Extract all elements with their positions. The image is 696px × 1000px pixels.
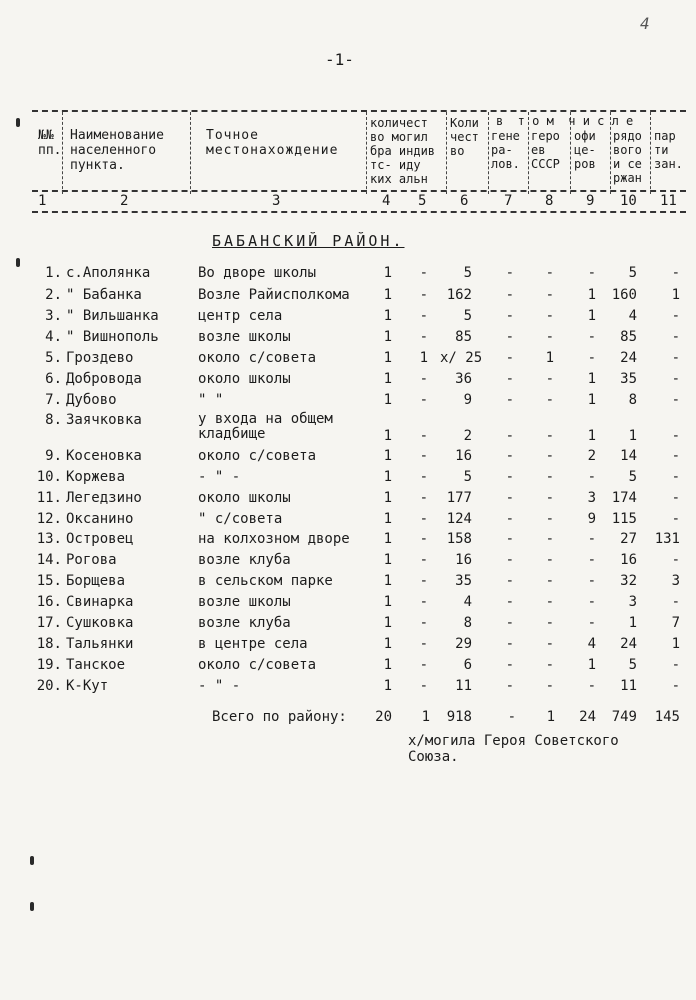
cell-c5: - (419, 511, 428, 527)
cell-place: в сельском парке (198, 573, 333, 589)
cell-c8: - (545, 490, 554, 506)
cell-c10: 11 (620, 678, 637, 694)
cell-place: - " - (198, 469, 241, 485)
cell-c9: 9 (587, 511, 596, 527)
cell-c5: - (419, 329, 428, 345)
cell-name: Рогова (66, 552, 117, 568)
cell-c11: - (671, 511, 680, 527)
cell-name: Танское (66, 657, 126, 673)
cell-place: около с/совета (198, 657, 317, 673)
cell-c7: - (505, 329, 514, 345)
cell-c6: 16 (455, 552, 472, 568)
cell-c6: 5 (463, 265, 472, 281)
cell-c8: - (545, 594, 554, 610)
cell-c6: 29 (455, 636, 472, 652)
table-row (0, 329, 696, 349)
table-row (0, 615, 696, 635)
cell-c8: - (545, 573, 554, 589)
table-row (0, 678, 696, 698)
cell-c7: - (505, 469, 514, 485)
cell-c6: 85 (455, 329, 472, 345)
table-row (0, 490, 696, 510)
cell-place: на колхозном дворе (198, 531, 350, 547)
cell-no: 20. (36, 678, 62, 694)
cell-no: 1. (45, 265, 62, 281)
cell-place: у входа на общем кладбище (198, 411, 333, 442)
header-settlement: Наименование населенного пункта. (70, 128, 164, 173)
column-number: 4 (382, 193, 391, 209)
cell-c5: - (419, 678, 428, 694)
cell-c10: 32 (620, 573, 637, 589)
column-number: 9 (586, 193, 595, 209)
table-row (0, 448, 696, 468)
cell-c6: 4 (463, 594, 472, 610)
cell-c11: 1 (671, 636, 680, 652)
cell-no: 4. (45, 329, 62, 345)
cell-place: возле школы (198, 594, 291, 610)
cell-no: 17. (36, 615, 62, 631)
cell-name: Легедзино (66, 490, 142, 506)
cell-c10: 5 (628, 469, 637, 485)
cell-c4: 1 (383, 392, 392, 408)
cell-c8: - (545, 615, 554, 631)
cell-name: " Вишнополь (66, 329, 159, 345)
cell-c9: 2 (587, 448, 596, 464)
cell-place: Во дворе школы (198, 265, 317, 281)
cell-c7: - (505, 636, 514, 652)
cell-c10: 8 (628, 392, 637, 408)
cell-c9: - (587, 573, 596, 589)
cell-place: " с/совета (198, 511, 283, 527)
cell-c4: 1 (383, 615, 392, 631)
cell-c6: 158 (446, 531, 472, 547)
cell-name: Заячковка (66, 412, 142, 428)
cell-c8: - (545, 265, 554, 281)
cell-c10: 3 (628, 594, 637, 610)
cell-c11: 3 (671, 573, 680, 589)
header-count: Коли чест во (450, 116, 479, 158)
cell-c6: 162 (446, 287, 472, 303)
cell-c10: 16 (620, 552, 637, 568)
cell-name: Сушковка (66, 615, 134, 631)
cell-c8: - (545, 531, 554, 547)
cell-c7: - (505, 308, 514, 324)
cell-name: с.Аполянка (66, 265, 151, 281)
table-row (0, 657, 696, 677)
corner-page-number: 4 (640, 14, 650, 33)
header-officers: офи це- ров (574, 129, 596, 171)
cell-c10: 85 (620, 329, 637, 345)
cell-c11: - (671, 490, 680, 506)
cell-c9: 3 (587, 490, 596, 506)
cell-place: около с/совета (198, 350, 317, 366)
cell-c9: 1 (587, 371, 596, 387)
table-row (0, 392, 696, 412)
cell-c7: - (505, 678, 514, 694)
cell-c9: - (587, 469, 596, 485)
cell-c9: 1 (587, 392, 596, 408)
cell-c9: 4 (587, 636, 596, 652)
total-c10: 749 (611, 709, 637, 725)
total-c6: 918 (446, 709, 472, 725)
cell-c10: 4 (628, 308, 637, 324)
column-number: 7 (504, 193, 513, 209)
column-number: 5 (418, 193, 427, 209)
table-top-rule (32, 110, 686, 112)
cell-c5: - (419, 469, 428, 485)
cell-c8: - (545, 469, 554, 485)
cell-name: К-Кут (66, 678, 109, 694)
header-location: Точное местонахождение (206, 128, 339, 158)
cell-c4: 1 (383, 531, 392, 547)
cell-no: 15. (36, 573, 62, 589)
punch-hole (30, 856, 34, 865)
cell-c5: 1 (419, 350, 428, 366)
cell-c10: 1 (628, 615, 637, 631)
column-separator (366, 112, 367, 194)
cell-c5: - (419, 531, 428, 547)
cell-c7: - (505, 511, 514, 527)
cell-c8: 1 (545, 350, 554, 366)
cell-c5: - (419, 636, 428, 652)
cell-c7: - (505, 615, 514, 631)
cell-no: 18. (36, 636, 62, 652)
table-row (0, 265, 696, 285)
cell-c11: - (671, 392, 680, 408)
cell-c4: 1 (383, 657, 392, 673)
total-c7: - (507, 709, 516, 725)
cell-name: " Бабанка (66, 287, 142, 303)
cell-c6: x/ 25 (440, 350, 483, 366)
cell-c10: 24 (620, 636, 637, 652)
cell-c8: - (545, 552, 554, 568)
header-rule (32, 190, 686, 192)
cell-c4: 1 (383, 678, 392, 694)
cell-c6: 16 (455, 448, 472, 464)
page-number: -1- (325, 50, 354, 69)
punch-hole (16, 118, 20, 127)
column-number: 2 (120, 193, 129, 209)
cell-place: Возле Райисполкома (198, 287, 350, 303)
cell-name: Оксанино (66, 511, 134, 527)
total-c4: 20 (375, 709, 392, 725)
cell-c11: 7 (671, 615, 680, 631)
cell-c5: - (419, 594, 428, 610)
cell-c10: 160 (611, 287, 637, 303)
cell-c6: 6 (463, 657, 472, 673)
cell-c5: - (419, 615, 428, 631)
cell-c8: - (545, 657, 554, 673)
cell-c6: 2 (463, 428, 472, 444)
cell-name: Тальянки (66, 636, 134, 652)
cell-c8: - (545, 308, 554, 324)
cell-c4: 1 (383, 636, 392, 652)
table-row (0, 411, 696, 444)
cell-c10: 115 (611, 511, 637, 527)
cell-no: 12. (36, 511, 62, 527)
cell-place: - " - (198, 678, 241, 694)
cell-c6: 8 (463, 615, 472, 631)
header-graves: количест во могил бра индив тс- иду ких альн (370, 116, 436, 186)
cell-c4: 1 (383, 308, 392, 324)
cell-name: Свинарка (66, 594, 134, 610)
cell-c4: 1 (383, 265, 392, 281)
cell-place: около с/совета (198, 448, 317, 464)
cell-place: центр села (198, 308, 283, 324)
column-separator (488, 112, 489, 194)
column-separator (62, 112, 63, 194)
table-row (0, 308, 696, 328)
cell-c4: 1 (383, 428, 392, 444)
cell-c5: - (419, 308, 428, 324)
cell-c4: 1 (383, 511, 392, 527)
total-c11: 145 (654, 709, 680, 725)
cell-c11: - (671, 371, 680, 387)
cell-no: 19. (36, 657, 62, 673)
header-generals: гене ра- лов. (491, 129, 520, 171)
cell-c6: 35 (455, 573, 472, 589)
cell-name: Добровода (66, 371, 142, 387)
cell-c4: 1 (383, 371, 392, 387)
table-row (0, 287, 696, 307)
colnum-rule (32, 211, 686, 213)
cell-no: 11. (36, 490, 62, 506)
district-title: БАБАНСКИЙ РАЙОН. (212, 232, 405, 250)
cell-c9: 1 (587, 308, 596, 324)
cell-c10: 174 (611, 490, 637, 506)
cell-c6: 124 (446, 511, 472, 527)
cell-c9: - (587, 615, 596, 631)
header-soldiers: рядо вого и се ржан (613, 129, 642, 185)
cell-name: Косеновка (66, 448, 142, 464)
header-partisans: пар ти зан. (654, 129, 683, 171)
table-row (0, 594, 696, 614)
cell-c5: - (419, 552, 428, 568)
column-number: 3 (272, 193, 281, 209)
cell-c11: 131 (654, 531, 680, 547)
cell-c11: - (671, 657, 680, 673)
cell-c10: 24 (620, 350, 637, 366)
cell-c4: 1 (383, 490, 392, 506)
cell-c4: 1 (383, 329, 392, 345)
cell-no: 2. (45, 287, 62, 303)
cell-c7: - (505, 371, 514, 387)
cell-c4: 1 (383, 448, 392, 464)
column-separator (446, 112, 447, 194)
cell-c11: - (671, 265, 680, 281)
cell-c5: - (419, 265, 428, 281)
cell-place: возле школы (198, 329, 291, 345)
table-row (0, 350, 696, 370)
cell-name: Островец (66, 531, 134, 547)
cell-c5: - (419, 371, 428, 387)
column-number: 11 (660, 193, 677, 209)
cell-c6: 11 (455, 678, 472, 694)
column-number: 6 (460, 193, 469, 209)
header-number: №№ пп. (38, 128, 62, 158)
table-row (0, 371, 696, 391)
cell-no: 5. (45, 350, 62, 366)
cell-c11: - (671, 678, 680, 694)
cell-c4: 1 (383, 573, 392, 589)
cell-c10: 27 (620, 531, 637, 547)
cell-place: около школы (198, 490, 291, 506)
cell-c7: - (505, 552, 514, 568)
cell-c11: - (671, 448, 680, 464)
cell-c7: - (505, 531, 514, 547)
cell-c11: 1 (671, 287, 680, 303)
table-row (0, 552, 696, 572)
cell-c9: - (587, 329, 596, 345)
column-number: 8 (545, 193, 554, 209)
cell-c11: - (671, 469, 680, 485)
cell-c7: - (505, 573, 514, 589)
cell-c5: - (419, 448, 428, 464)
cell-no: 13. (36, 531, 62, 547)
cell-c5: - (419, 657, 428, 673)
cell-place: возле клуба (198, 552, 291, 568)
cell-c9: 1 (587, 428, 596, 444)
cell-c9: - (587, 552, 596, 568)
cell-c11: - (671, 329, 680, 345)
cell-c7: - (505, 594, 514, 610)
cell-c4: 1 (383, 350, 392, 366)
cell-place: " " (198, 392, 224, 408)
cell-no: 14. (36, 552, 62, 568)
cell-c11: - (671, 428, 680, 444)
cell-c9: - (587, 531, 596, 547)
punch-hole (30, 902, 34, 911)
cell-c4: 1 (383, 287, 392, 303)
cell-name: Гроздево (66, 350, 134, 366)
column-separator (650, 112, 651, 194)
cell-c8: - (545, 511, 554, 527)
cell-no: 3. (45, 308, 62, 324)
header-in-number: в т о м ч и с л е (496, 114, 634, 128)
cell-c4: 1 (383, 552, 392, 568)
cell-c6: 5 (463, 469, 472, 485)
cell-c8: - (545, 636, 554, 652)
cell-c8: - (545, 287, 554, 303)
cell-c10: 14 (620, 448, 637, 464)
cell-no: 9. (45, 448, 62, 464)
cell-c10: 5 (628, 657, 637, 673)
cell-c7: - (505, 287, 514, 303)
cell-name: " Вильшанка (66, 308, 159, 324)
cell-no: 8. (45, 412, 62, 428)
cell-c10: 5 (628, 265, 637, 281)
footnote: x/могила Героя Советского Союза. (408, 733, 619, 765)
cell-c9: 1 (587, 657, 596, 673)
cell-c5: - (419, 490, 428, 506)
cell-c10: 35 (620, 371, 637, 387)
cell-c4: 1 (383, 469, 392, 485)
cell-name: Коржева (66, 469, 126, 485)
column-separator (190, 112, 191, 194)
cell-no: 7. (45, 392, 62, 408)
cell-no: 16. (36, 594, 62, 610)
column-number: 10 (620, 193, 637, 209)
cell-c7: - (505, 657, 514, 673)
cell-c9: 1 (587, 287, 596, 303)
cell-place: в центре села (198, 636, 308, 652)
cell-c5: - (419, 287, 428, 303)
total-label: Всего по району: (212, 709, 347, 725)
header-heroes: геро ев СССР (531, 129, 560, 171)
table-row (0, 511, 696, 531)
total-c8: 1 (546, 709, 555, 725)
table-row (0, 531, 696, 551)
cell-c7: - (505, 392, 514, 408)
cell-c8: - (545, 371, 554, 387)
cell-c6: 36 (455, 371, 472, 387)
cell-c11: - (671, 308, 680, 324)
cell-c9: - (587, 594, 596, 610)
cell-name: Дубово (66, 392, 117, 408)
cell-name: Борщева (66, 573, 126, 589)
column-number: 1 (38, 193, 47, 209)
cell-no: 10. (36, 469, 62, 485)
table-row (0, 573, 696, 593)
cell-c9: - (587, 350, 596, 366)
cell-c6: 177 (446, 490, 472, 506)
cell-c11: - (671, 350, 680, 366)
cell-c11: - (671, 594, 680, 610)
table-row (0, 636, 696, 656)
cell-c8: - (545, 329, 554, 345)
cell-c4: 1 (383, 594, 392, 610)
cell-c6: 5 (463, 308, 472, 324)
cell-c8: - (545, 448, 554, 464)
table-row (0, 469, 696, 489)
total-c5: 1 (421, 709, 430, 725)
cell-c8: - (545, 428, 554, 444)
cell-c8: - (545, 678, 554, 694)
cell-c7: - (505, 265, 514, 281)
cell-c10: 1 (628, 428, 637, 444)
cell-c5: - (419, 392, 428, 408)
cell-c5: - (419, 573, 428, 589)
cell-c5: - (419, 428, 428, 444)
cell-c7: - (505, 350, 514, 366)
cell-no: 6. (45, 371, 62, 387)
cell-c7: - (505, 490, 514, 506)
cell-c7: - (505, 448, 514, 464)
cell-c8: - (545, 392, 554, 408)
cell-c7: - (505, 428, 514, 444)
cell-place: около школы (198, 371, 291, 387)
cell-place: возле клуба (198, 615, 291, 631)
total-c9: 24 (579, 709, 596, 725)
cell-c11: - (671, 552, 680, 568)
cell-c6: 9 (463, 392, 472, 408)
cell-c9: - (587, 678, 596, 694)
cell-c9: - (587, 265, 596, 281)
